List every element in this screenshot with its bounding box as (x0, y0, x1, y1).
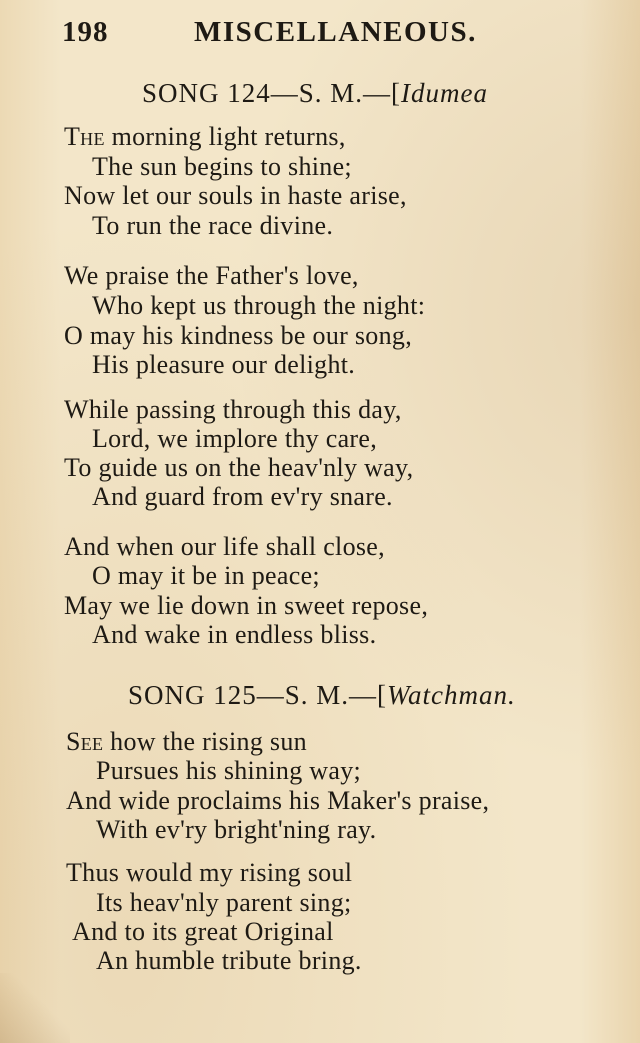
song-125-tune: Watchman. (387, 680, 516, 710)
verse-line (64, 122, 346, 152)
verse-line: O may his kindness be our song, (64, 321, 412, 350)
verse-line: Lord, we implore thy care, (92, 424, 378, 453)
verse-line: Pursues his shining way; (96, 756, 362, 785)
verse-line: And guard from ev'ry snare. (92, 482, 393, 511)
verse-line: And to its great Original (72, 917, 334, 946)
drop-word: The (64, 122, 105, 151)
verse-line: May we lie down in sweet repose, (64, 591, 429, 620)
verse-line (66, 727, 307, 757)
page-number: 198 (62, 16, 109, 48)
running-head (62, 16, 482, 56)
song-124-heading: SONG 124—S. M.—[ (142, 78, 402, 108)
verse-line-rest: morning light returns, (104, 122, 346, 151)
drop-word: See (66, 727, 104, 756)
verse-line: To run the race divine. (92, 211, 334, 240)
verse-line: His pleasure our delight. (92, 350, 356, 379)
verse-line: Now let our souls in haste arise, (64, 181, 407, 210)
song-124-tune: Idumea (401, 78, 489, 108)
verse-line: To guide us on the heav'nly way, (64, 453, 414, 482)
verse-line: O may it be in peace; (92, 561, 320, 590)
verse-line-rest: how the rising sun (103, 727, 307, 756)
verse-line: We praise the Father's love, (64, 261, 359, 290)
verse-line: Thus would my rising soul (66, 858, 353, 887)
song-125-heading: SONG 125—S. M.—[ (128, 680, 388, 710)
song-124-title (142, 78, 488, 109)
verse-line: Who kept us through the night: (92, 291, 426, 320)
verse-line: The sun begins to shine; (92, 152, 352, 181)
song-125-title (128, 680, 516, 711)
verse-line: Its heav'nly parent sing; (96, 888, 352, 917)
page-stain (0, 973, 70, 1043)
verse-line: An humble tribute bring. (96, 946, 362, 975)
verse-line: With ev'ry bright'ning ray. (96, 815, 377, 844)
verse-line: And wide proclaims his Maker's praise, (66, 786, 490, 815)
section-title: MISCELLANEOUS. (194, 16, 477, 48)
verse-line: And when our life shall close, (64, 532, 385, 561)
verse-line: While passing through this day, (64, 395, 402, 424)
verse-line: And wake in endless bliss. (92, 620, 377, 649)
